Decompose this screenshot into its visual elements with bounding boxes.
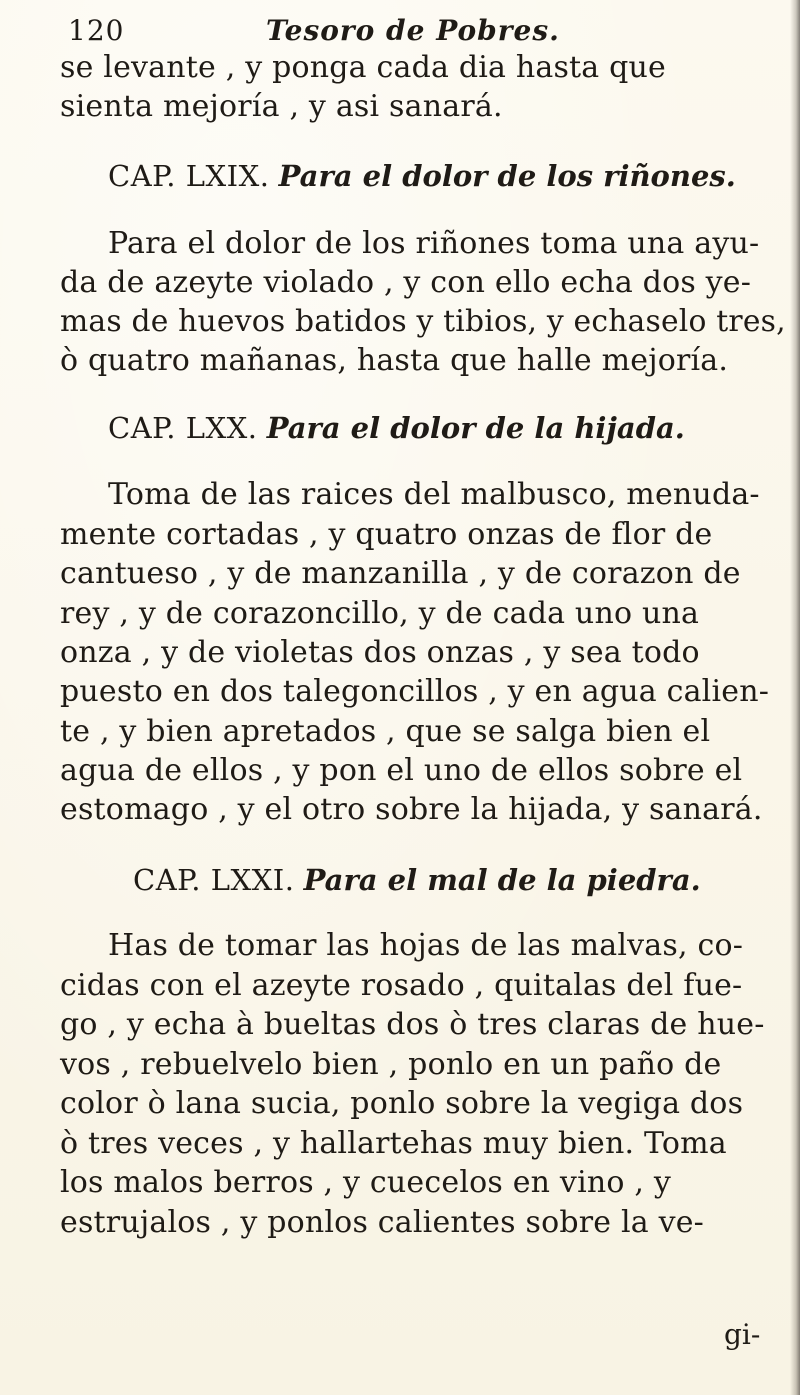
text-line: mas de huevos batidos y tibios, y echaselo tres, bbox=[60, 304, 786, 339]
chapter-label: CAP. LXXI. bbox=[133, 863, 295, 897]
text-line: Has de tomar las hojas de las malvas, co- bbox=[108, 928, 744, 963]
text-line: ò tres veces , y hallartehas muy bien. Toma bbox=[60, 1126, 727, 1161]
text-line: vos , rebuelvelo bien , ponlo en un paño de bbox=[60, 1047, 722, 1082]
text-line: sienta mejoría , y asi sanará. bbox=[60, 89, 503, 124]
text-line: los malos berros , y cuecelos en vino , y bbox=[60, 1165, 672, 1200]
text-line: puesto en dos talegoncillos , y en agua calien- bbox=[60, 674, 770, 709]
text-line: onza , y de violetas dos onzas , y sea todo bbox=[60, 635, 700, 670]
text-line: Para el dolor de los riñones toma una ayu- bbox=[108, 226, 760, 261]
chapter-title: Para el dolor de la hijada. bbox=[266, 411, 685, 445]
text-line: cidas con el azeyte rosado , quitalas del fue- bbox=[60, 968, 743, 1003]
text-line: Toma de las raices del malbusco, menuda- bbox=[108, 477, 760, 512]
text-line: da de azeyte violado , y con ello echa dos ye- bbox=[60, 265, 752, 300]
text-line: te , y bien apretados , que se salga bien el bbox=[60, 714, 711, 749]
text-line: cantueso , y de manzanilla , y de corazon de bbox=[60, 556, 741, 591]
text-line: agua de ellos , y pon el uno de ellos sobre el bbox=[60, 753, 743, 788]
text-line: go , y echa à bueltas dos ò tres claras de hue- bbox=[60, 1007, 765, 1042]
chapter-label: CAP. LXX. bbox=[108, 411, 258, 445]
running-title: Tesoro de Pobres. bbox=[266, 14, 560, 47]
text-line: se levante , y ponga cada dia hasta que bbox=[60, 50, 666, 85]
chapter-title: Para el dolor de los riñones. bbox=[278, 159, 736, 193]
text-line: ò quatro mañanas, hasta que halle mejoría. bbox=[60, 343, 729, 378]
chapter-heading bbox=[133, 860, 701, 900]
chapter-heading bbox=[108, 408, 685, 448]
text-line: estrujalos , y ponlos calientes sobre la ve- bbox=[60, 1205, 705, 1240]
text-line: mente cortadas , y quatro onzas de flor de bbox=[60, 517, 713, 552]
text-line: rey , y de corazoncillo, y de cada uno una bbox=[60, 596, 700, 631]
chapter-label: CAP. LXIX. bbox=[108, 159, 270, 193]
catchword: gi- bbox=[724, 1318, 761, 1351]
chapter-heading bbox=[108, 156, 736, 196]
chapter-title: Para el mal de la piedra. bbox=[303, 863, 701, 897]
text-line: color ò lana sucia, ponlo sobre la vegiga dos bbox=[60, 1086, 744, 1121]
page-number: 120 bbox=[68, 14, 125, 47]
page-edge-shadow bbox=[790, 0, 800, 1395]
text-line: estomago , y el otro sobre la hijada, y sanará. bbox=[60, 792, 763, 827]
